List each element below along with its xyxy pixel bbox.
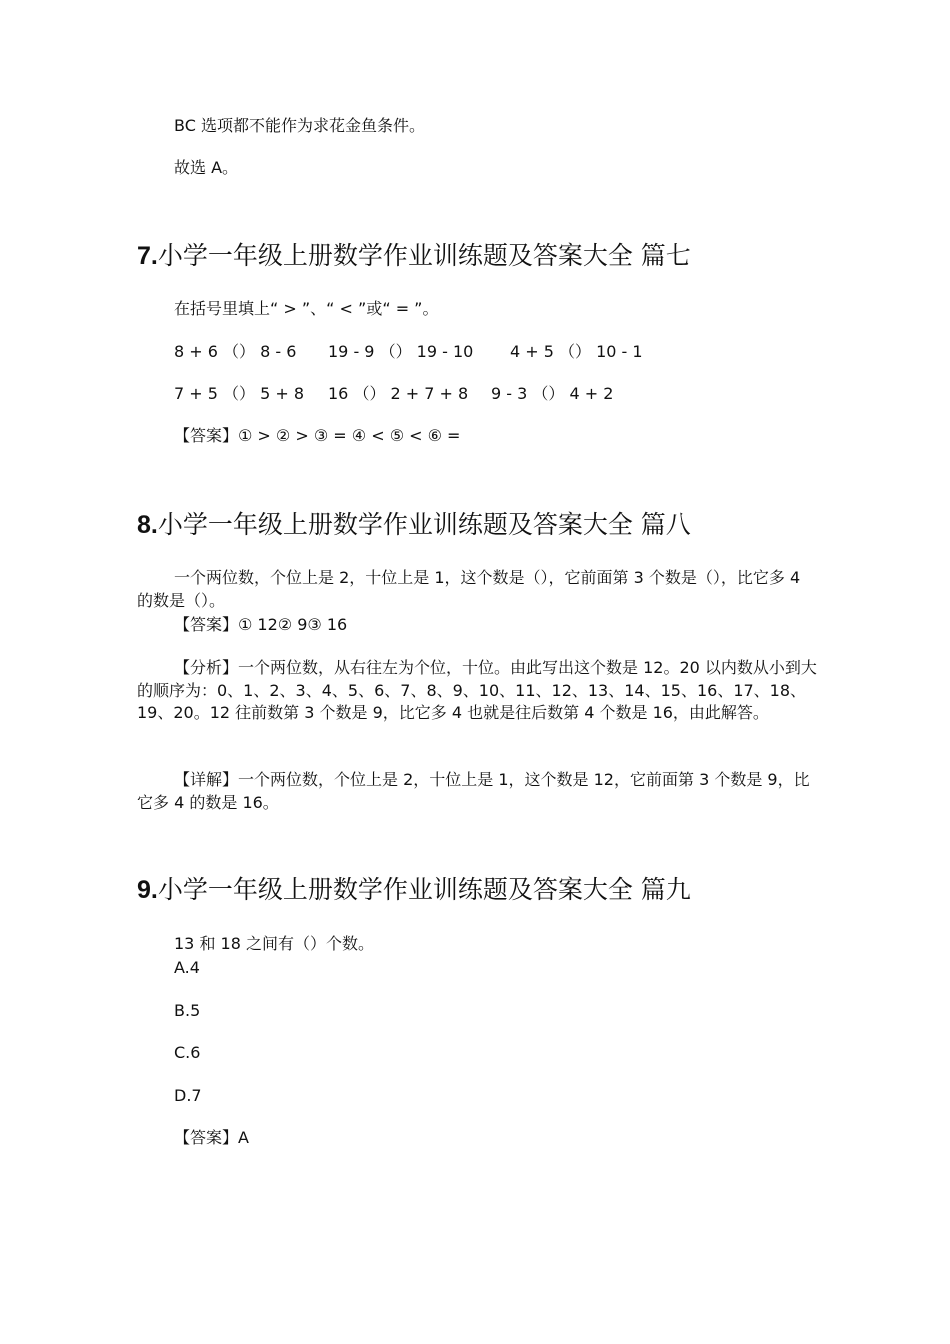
question-text: 13 和 18 之间有（）个数。 (174, 934, 374, 953)
answer-text: 【答案】① > ② > ③ = ④ < ⑤ < ⑥ = (174, 426, 461, 445)
expression: 9 - 3 （） 4 + 2 (491, 384, 614, 403)
section-7-heading (137, 240, 691, 272)
answer-text: 【答案】A (174, 1128, 249, 1147)
section-9-heading (137, 874, 691, 906)
text-line: BC 选项都不能作为求花金鱼条件。 (174, 116, 425, 135)
section-title: 小学一年级上册数学作业训练题及答案大全 篇九 (157, 875, 691, 904)
option-d: D.7 (174, 1086, 202, 1105)
analysis-text: 【分析】一个两位数，从右往左为个位，十位。由此写出这个数是 12。20 以内数从小到大的顺序为：0、1、2、3、4、5、6、7、8、9、10、11、12、13、14、15、16、17、18、19、20。12 往前数第 3 个数是 9，比它多 4 也就是往后数第 4 个数是 16，由此解答。 (137, 658, 817, 722)
section-title: 小学一年级上册数学作业训练题及答案大全 篇七 (157, 241, 691, 270)
expression: 8 + 6 （） 8 - 6 (174, 342, 297, 361)
text-line: 故选 A。 (174, 158, 239, 177)
section-title: 小学一年级上册数学作业训练题及答案大全 篇八 (157, 510, 691, 539)
section-number: 8. (137, 511, 158, 539)
answer-text: 【答案】① 12② 9③ 16 (174, 615, 348, 634)
detail-text: 【详解】一个两位数，个位上是 2，十位上是 1，这个数是 12，它前面第 3 个数是 9，比它多 4 的数是 16。 (137, 770, 810, 812)
section-8-heading (137, 509, 691, 541)
section-number: 7. (137, 242, 158, 270)
option-b: B.5 (174, 1001, 201, 1020)
section-number: 9. (137, 876, 158, 904)
option-c: C.6 (174, 1043, 201, 1062)
expression: 16 （） 2 + 7 + 8 (328, 384, 469, 403)
expression: 4 + 5 （） 10 - 1 (510, 342, 643, 361)
instruction-text: 在括号里填上“ > ”、“ < ”或“ = ”。 (174, 299, 439, 318)
expression: 7 + 5 （） 5 + 8 (174, 384, 305, 403)
option-a: A.4 (174, 958, 200, 977)
expression: 19 - 9 （） 19 - 10 (328, 342, 474, 361)
question-text: 一个两位数，个位上是 2，十位上是 1，这个数是（），它前面第 3 个数是（），比它多 4 的数是（）。 (137, 568, 801, 610)
